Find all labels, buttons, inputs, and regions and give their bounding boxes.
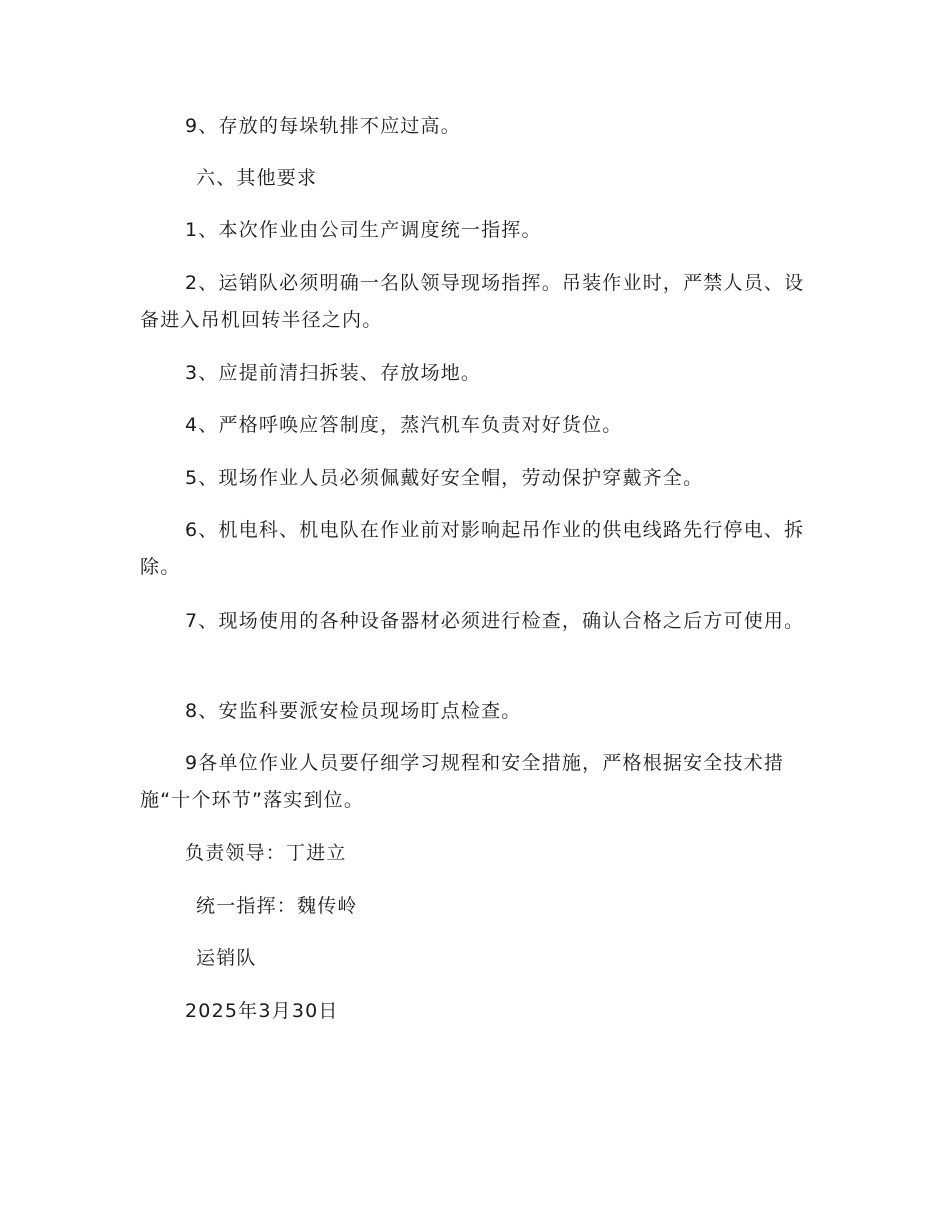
requirement-2: 2、运销队必须明确一名队领导现场指挥。吊装作业时，严禁人员、设备进入吊机回转半径之内。 [140,272,805,331]
signature-unit: 运销队 [196,947,257,969]
signature-date: 2025年3月30日 [185,1000,339,1022]
requirement-8: 8、安监科要派安检员现场盯点检查。 [185,700,522,722]
requirement-7: 7、现场使用的各种设备器材必须进行检查，确认合格之后方可使用。 [185,610,805,632]
requirement-5: 5、现场作业人员必须佩戴好安全帽，劳动保护穿戴齐全。 [185,467,704,489]
requirement-1: 1、本次作业由公司生产调度统一指挥。 [185,219,542,241]
requirement-3: 3、应提前清扫拆装、存放场地。 [185,362,482,384]
signature-commander: 统一指挥：魏传岭 [196,895,358,917]
requirement-6: 6、机电科、机电队在作业前对影响起吊作业的供电线路先行停电、拆除。 [140,519,805,578]
section-heading-other-requirements: 六、其他要求 [196,167,318,189]
requirement-4: 4、严格呼唤应答制度，蒸汽机车负责对好货位。 [185,414,623,436]
signature-leader: 负责领导：丁进立 [185,842,347,864]
requirement-9: 9各单位作业人员要仔细学习规程和安全措施，严格根据安全技术措施“十个环节”落实到位。 [140,752,785,811]
clause-9-storage: 9、存放的每垛轨排不应过高。 [185,115,461,137]
